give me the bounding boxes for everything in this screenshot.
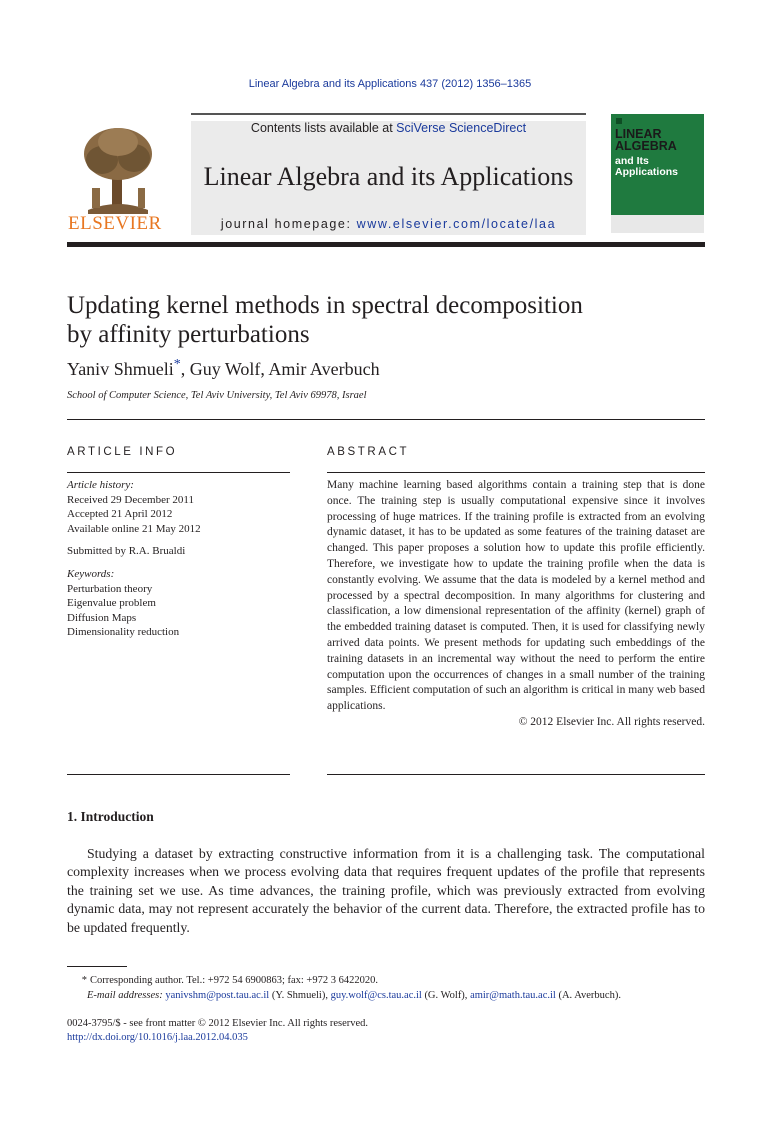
cover-subtitle-line-2: Applications [615,165,679,178]
abstract-heading: ABSTRACT [327,446,410,458]
homepage-line [191,217,586,231]
email-owner-shmueli: (Y. Shmueli), [269,990,331,1001]
author-1: Yaniv Shmueli [67,359,174,379]
footnote-rule [67,966,127,967]
keyword-item: Eigenvalue problem [67,597,156,610]
submitted-by: Submitted by R.A. Brualdi [67,545,186,557]
homepage-prefix: journal homepage: [220,217,357,231]
contents-line [191,121,586,135]
cover-subtitle-line-1: and Its [615,155,649,167]
other-authors: , Guy Wolf, Amir Averbuch [180,359,380,379]
title-rule [67,419,705,420]
keywords [67,567,290,640]
email-label: E-mail addresses: [87,990,163,1001]
article-info-bottom-rule [67,774,290,775]
corresponding-author-text: Corresponding author. Tel.: +972 54 6900863; fax: +972 3 6422020. [90,975,378,986]
email-link-averbuch[interactable]: amir@math.tau.ac.il [470,990,556,1001]
keywords-label: Keywords: [67,568,115,580]
email-footnote [87,988,707,1003]
article-history [67,478,290,536]
email-link-shmueli[interactable]: yanivshm@post.tau.ac.il [165,990,270,1001]
footnote-mark: * [81,975,87,986]
abstract-top-rule [327,472,705,473]
elsevier-wordmark: ELSEVIER [68,213,162,234]
masthead-bottom-rule [67,242,705,247]
available-date: Available online 21 May 2012 [67,522,201,535]
article-info-heading: ARTICLE INFO [67,446,178,458]
issn-line: 0024-3795/$ - see front matter © 2012 Elsevier Inc. All rights reserved. [67,1018,369,1029]
article-info-top-rule [67,472,290,473]
abstract-body: Many machine learning based algorithms contain a training step that is done once. The training step is usually computational expensive since it involves processing of huge matrices. If the training profile is extracted from an evolving dynamic dataset, it has to be updated as some features of the training dataset are changed. This paper proposes a solution how to update this profile efficiently. Therefore, we investigate how to update the training profile when the data is constantly evolving. We assume that the data is modeled by a kernel method and processed by a spectral decomposition. In many algorithms for clustering and classification, a low dimensional representation of the affinity (kernel) graph of the embedded training dataset is computed. Then, it is used for classifying newly arrived data points. We present methods for updating such embeddings of the training datasets in an incremental way without the need to perform the entire computation upon the occurrences of changes in a small number of the training samples. Efficient computation of such an algorithm is critical in many web based applications. [327,479,705,713]
sciverse-link[interactable]: SciVerse ScienceDirect [396,121,527,135]
journal-title: Linear Algebra and its Applications [203,162,574,191]
contents-prefix: Contents lists available at [250,121,397,135]
email-link-wolf[interactable]: guy.wolf@cs.tau.ac.il [330,990,422,1001]
running-header[interactable]: Linear Algebra and its Applications 437 (2012) 1356–1365 [248,78,532,90]
corresponding-author-mark[interactable]: * [173,357,181,372]
masthead-top-rule [191,113,586,115]
introduction-heading: 1. Introduction [67,809,154,824]
cover-title [615,128,703,152]
abstract-bottom-rule [327,774,705,775]
cover-subtitle [615,156,703,177]
homepage-link[interactable]: www.elsevier.com/locate/laa [356,217,557,231]
abstract-copyright: © 2012 Elsevier Inc. All rights reserved. [518,715,705,728]
received-date: Received 29 December 2011 [67,493,194,506]
journal-cover[interactable] [611,114,704,233]
article-title-line-2: by affinity perturbations [67,321,310,348]
email-owner-averbuch: (A. Averbuch). [555,990,621,1001]
history-label: Article history: [67,479,134,491]
accepted-date: Accepted 21 April 2012 [67,508,173,521]
article-title [67,291,687,349]
affiliation: School of Computer Science, Tel Aviv University, Tel Aviv 69978, Israel [67,390,367,401]
keyword-item: Dimensionality reduction [67,626,180,639]
cover-corner-mark [616,118,622,124]
article-title-line-1: Updating kernel methods in spectral decomposition [67,292,583,319]
cover-title-line-2: ALGEBRA [615,139,677,153]
introduction-paragraph: Studying a dataset by extracting constructive information from it is a challenging task. The computational complexity increases when we process evolving data that requires frequent updates of the profile that represents the training set we use. As time advances, the training profile, which was previously extracted from evolving dynamic data, may not represent accurately the behavior of the current data. Therefore, the extracted profile has to be updated frequently. [67,846,705,935]
keyword-item: Perturbation theory [67,582,153,595]
corresponding-author-footnote [67,973,707,988]
email-owner-wolf: (G. Wolf), [421,990,471,1001]
cover-title-line-1: LINEAR [615,127,662,141]
cover-bottom-strip [611,215,704,233]
abstract [327,478,705,731]
authors [67,357,380,380]
keyword-item: Diffusion Maps [67,611,137,624]
doi-link[interactable]: http://dx.doi.org/10.1016/j.laa.2012.04.035 [67,1032,248,1043]
